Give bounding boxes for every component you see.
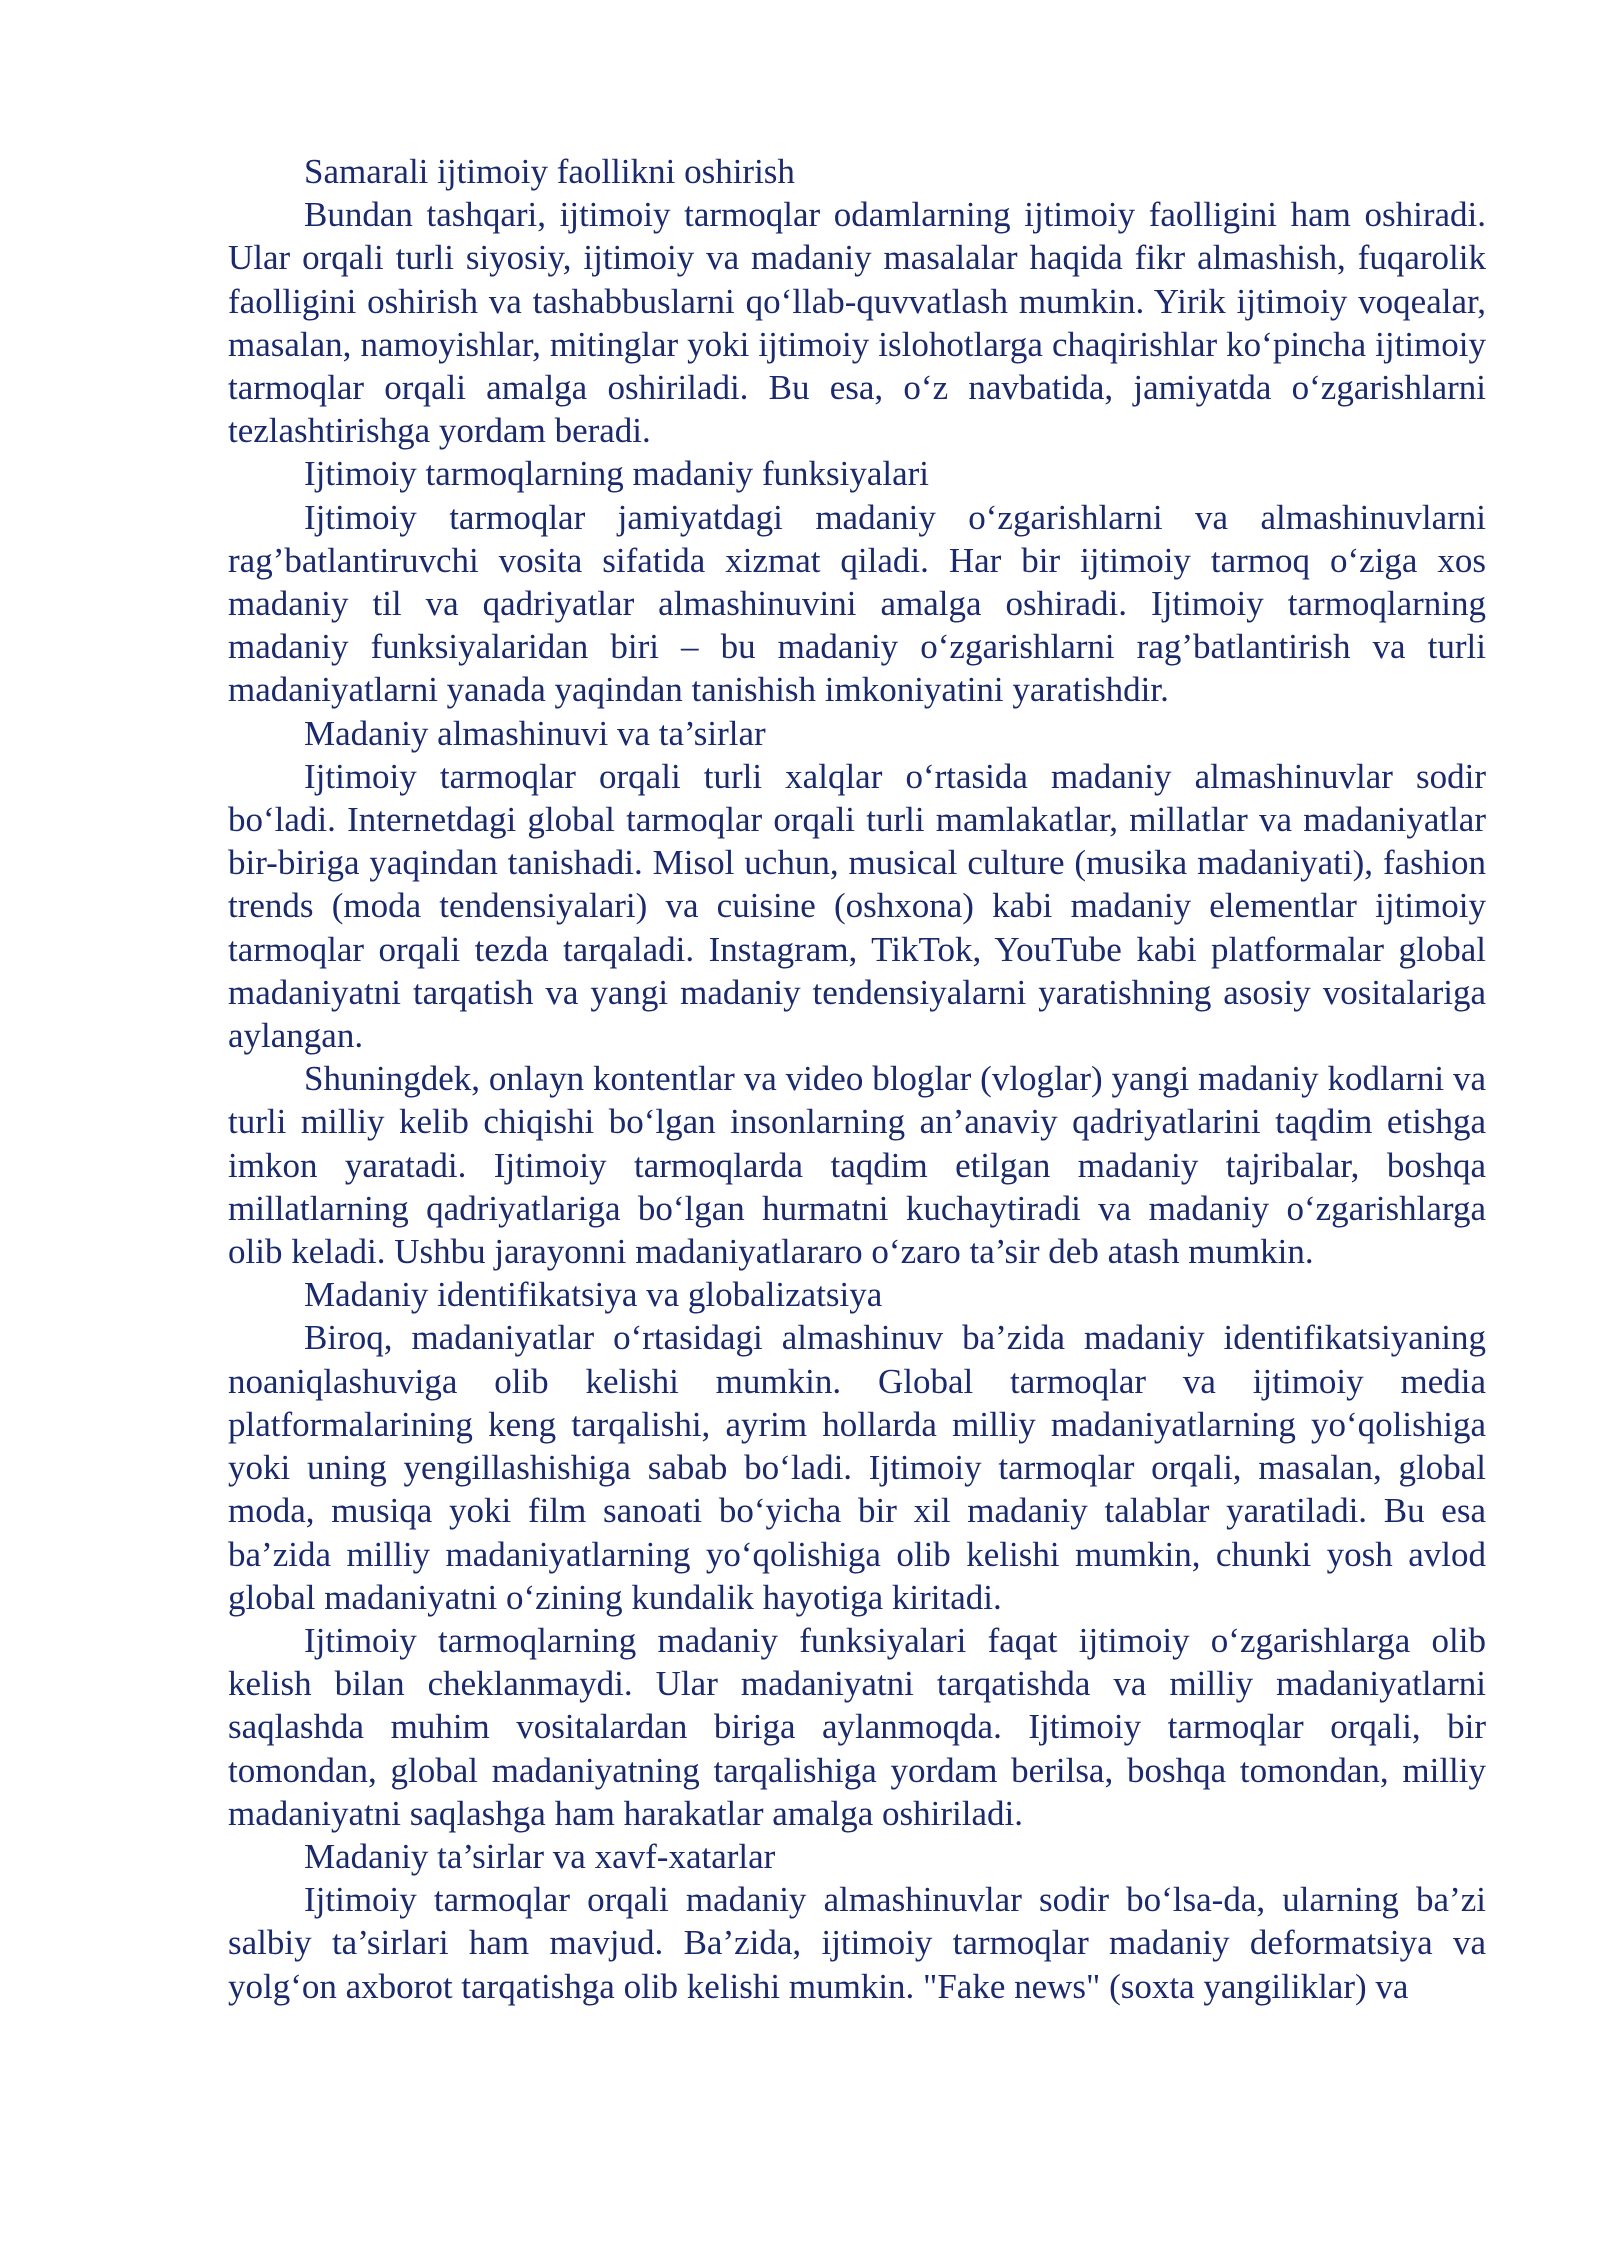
paragraph-social-activity: Bundan tashqari, ijtimoiy tarmoqlar odamlarning ijtimoiy faolligini ham oshiradi. Ular orqali turli siyosiy, ijtimoiy va madaniy masalalar haqida fikr almashish, fuqarolik faolligini oshirish va tashabbuslarni qo‘llab-quvvatlash mumkin. Yirik ijtimoiy voqealar, masalan, namoyishlar, mitinglar yoki ijtimoiy islohotlarga chaqirishlar ko‘pincha ijtimoiy tarmoqlar orqali amalga oshiriladi. Bu esa, o‘z navbatida, jamiyatda o‘zgarishlarni tezlashtirishga yordam beradi.: [228, 195, 1486, 451]
section-heading-cultural-functions: Ijtimoiy tarmoqlarning madaniy funksiyalari: [304, 454, 929, 494]
section-heading-identity-globalization: Madaniy identifikatsiya va globalizatsiya: [304, 1275, 883, 1315]
paragraph-identity-globalization-2: Ijtimoiy tarmoqlarning madaniy funksiyalari faqat ijtimoiy o‘zgarishlarga olib kelish bilan cheklanmaydi. Ular madaniyatni tarqatishda va milliy madaniyatlarni saqlashda muhim vositalardan biriga aylanmoqda. Ijtimoiy tarmoqlar orqali, bir tomondan, global madaniyatning tarqalishiga yordam berilsa, boshqa tomondan, milliy madaniyatni saqlashga ham harakatlar amalga oshiriladi.: [228, 1620, 1486, 1833]
section-heading-cultural-risks: Madaniy ta’sirlar va xavf-xatarlar: [304, 1836, 776, 1876]
paragraph-cultural-exchange-1: Ijtimoiy tarmoqlar orqali turli xalqlar o‘rtasida madaniy almashinuvlar sodir bo‘ladi. Internetdagi global tarmoqlar orqali turli mamlakatlar, millatlar va madaniyatlar bir-biriga yaqindan tanishadi. Misol uchun, musical culture (musika madaniyati), fashion trends (moda tendensiyalari) va cuisine (oshxona) kabi madaniy elementlar ijtimoiy tarmoqlar orqali tezda tarqaladi. Instagram, TikTok, YouTube kabi platformalar global madaniyatni tarqatish va yangi madaniy tendensiyalarni yaratishning asosiy vositalariga aylangan.: [228, 756, 1486, 1056]
section-heading-cultural-exchange: Madaniy almashinuvi va ta’sirlar: [304, 713, 766, 753]
paragraph-identity-globalization-1: Biroq, madaniyatlar o‘rtasidagi almashinuv ba’zida madaniy identifikatsiyaning noaniqlashuviga olib kelishi mumkin. Global tarmoqlar va ijtimoiy media platformalarining keng tarqalishi, ayrim hollarda milliy madaniyatlarning yo‘qolishiga yoki uning yengillashishiga sabab bo‘ladi. Ijtimoiy tarmoqlar orqali, masalan, global moda, musiqa yoki film sanoati bo‘yicha bir xil madaniy talablar yaratiladi. Bu esa ba’zida milliy madaniyatlarning yo‘qolishiga olib kelishi mumkin, chunki yosh avlod global madaniyatni o‘zining kundalik hayotiga kiritadi.: [228, 1318, 1486, 1617]
document-page: [228, 150, 1486, 2008]
paragraph-cultural-functions: Ijtimoiy tarmoqlar jamiyatdagi madaniy o‘zgarishlarni va almashinuvlarni rag’batlantiruvchi vosita sifatida xizmat qiladi. Har bir ijtimoiy tarmoq o‘ziga xos madaniy til va qadriyatlar almashinuvini amalga oshiradi. Ijtimoiy tarmoqlarning madaniy funksiyalaridan biri – bu madaniy o‘zgarishlarni rag’batlantirish va turli madaniyatlarni yanada yaqindan tanishish imkoniyatini yaratishdir.: [228, 497, 1486, 710]
paragraph-cultural-exchange-2: Shuningdek, onlayn kontentlar va video bloglar (vloglar) yangi madaniy kodlarni va turli milliy kelib chiqishi bo‘lgan insonlarning an’anaviy qadriyatlarini taqdim etishga imkon yaratadi. Ijtimoiy tarmoqlarda taqdim etilgan madaniy tajribalar, boshqa millatlarning qadriyatlariga bo‘lgan hurmatni kuchaytiradi va madaniy o‘zgarishlarga olib keladi. Ushbu jarayonni madaniyatlararo o‘zaro ta’sir deb atash mumkin.: [228, 1059, 1486, 1272]
paragraph-cultural-risks: Ijtimoiy tarmoqlar orqali madaniy almashinuvlar sodir bo‘lsa-da, ularning ba’zi salbiy ta’sirlari ham mavjud. Ba’zida, ijtimoiy tarmoqlar madaniy deformatsiya va yolg‘on axborot tarqatishga olib kelishi mumkin. "Fake news" (soxta yangiliklar) va: [228, 1880, 1486, 2006]
section-heading-social-activity: Samarali ijtimoiy faollikni oshirish: [304, 152, 795, 191]
